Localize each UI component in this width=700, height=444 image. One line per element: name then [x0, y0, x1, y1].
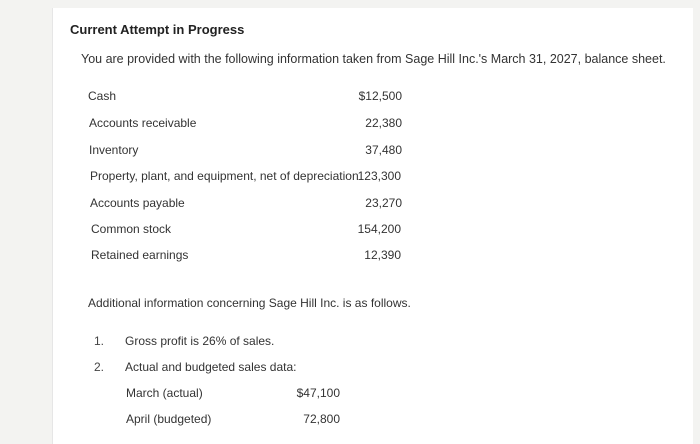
balance-value-accounts-payable: 23,270 [365, 196, 402, 210]
balance-value-accounts-receivable: 22,380 [365, 116, 402, 130]
balance-label-inventory: Inventory [89, 143, 139, 157]
balance-value-retained-earnings: 12,390 [364, 248, 401, 262]
sales-label-march: March (actual) [126, 386, 203, 400]
sales-value-april: 72,800 [303, 412, 340, 426]
balance-label-cash: Cash [88, 89, 117, 103]
item-text: Actual and budgeted sales data: [125, 360, 297, 374]
balance-label-common-stock: Common stock [91, 222, 172, 236]
balance-value-ppe: 123,300 [357, 169, 401, 183]
balance-value-inventory: 37,480 [365, 143, 402, 157]
intro-text: You are provided with the following information taken from Sage Hill Inc.'s March 31, 2027, balance sheet. [81, 52, 666, 66]
page-title: Current Attempt in Progress [70, 22, 245, 37]
item-number: 1. [94, 334, 105, 348]
additional-info-heading: Additional information concerning Sage Hill Inc. is as follows. [88, 296, 411, 310]
balance-label-ppe: Property, plant, and equipment, net of depreciation [90, 169, 359, 183]
balance-value-common-stock: 154,200 [357, 222, 401, 236]
balance-label-accounts-receivable: Accounts receivable [89, 116, 197, 130]
balance-value-cash: $12,500 [358, 89, 402, 103]
item-number: 2. [94, 360, 105, 374]
sales-label-april: April (budgeted) [126, 412, 212, 426]
item-text: Gross profit is 26% of sales. [125, 334, 275, 348]
balance-label-retained-earnings: Retained earnings [91, 248, 189, 262]
balance-label-accounts-payable: Accounts payable [90, 196, 185, 210]
sales-value-march: $47,100 [296, 386, 340, 400]
